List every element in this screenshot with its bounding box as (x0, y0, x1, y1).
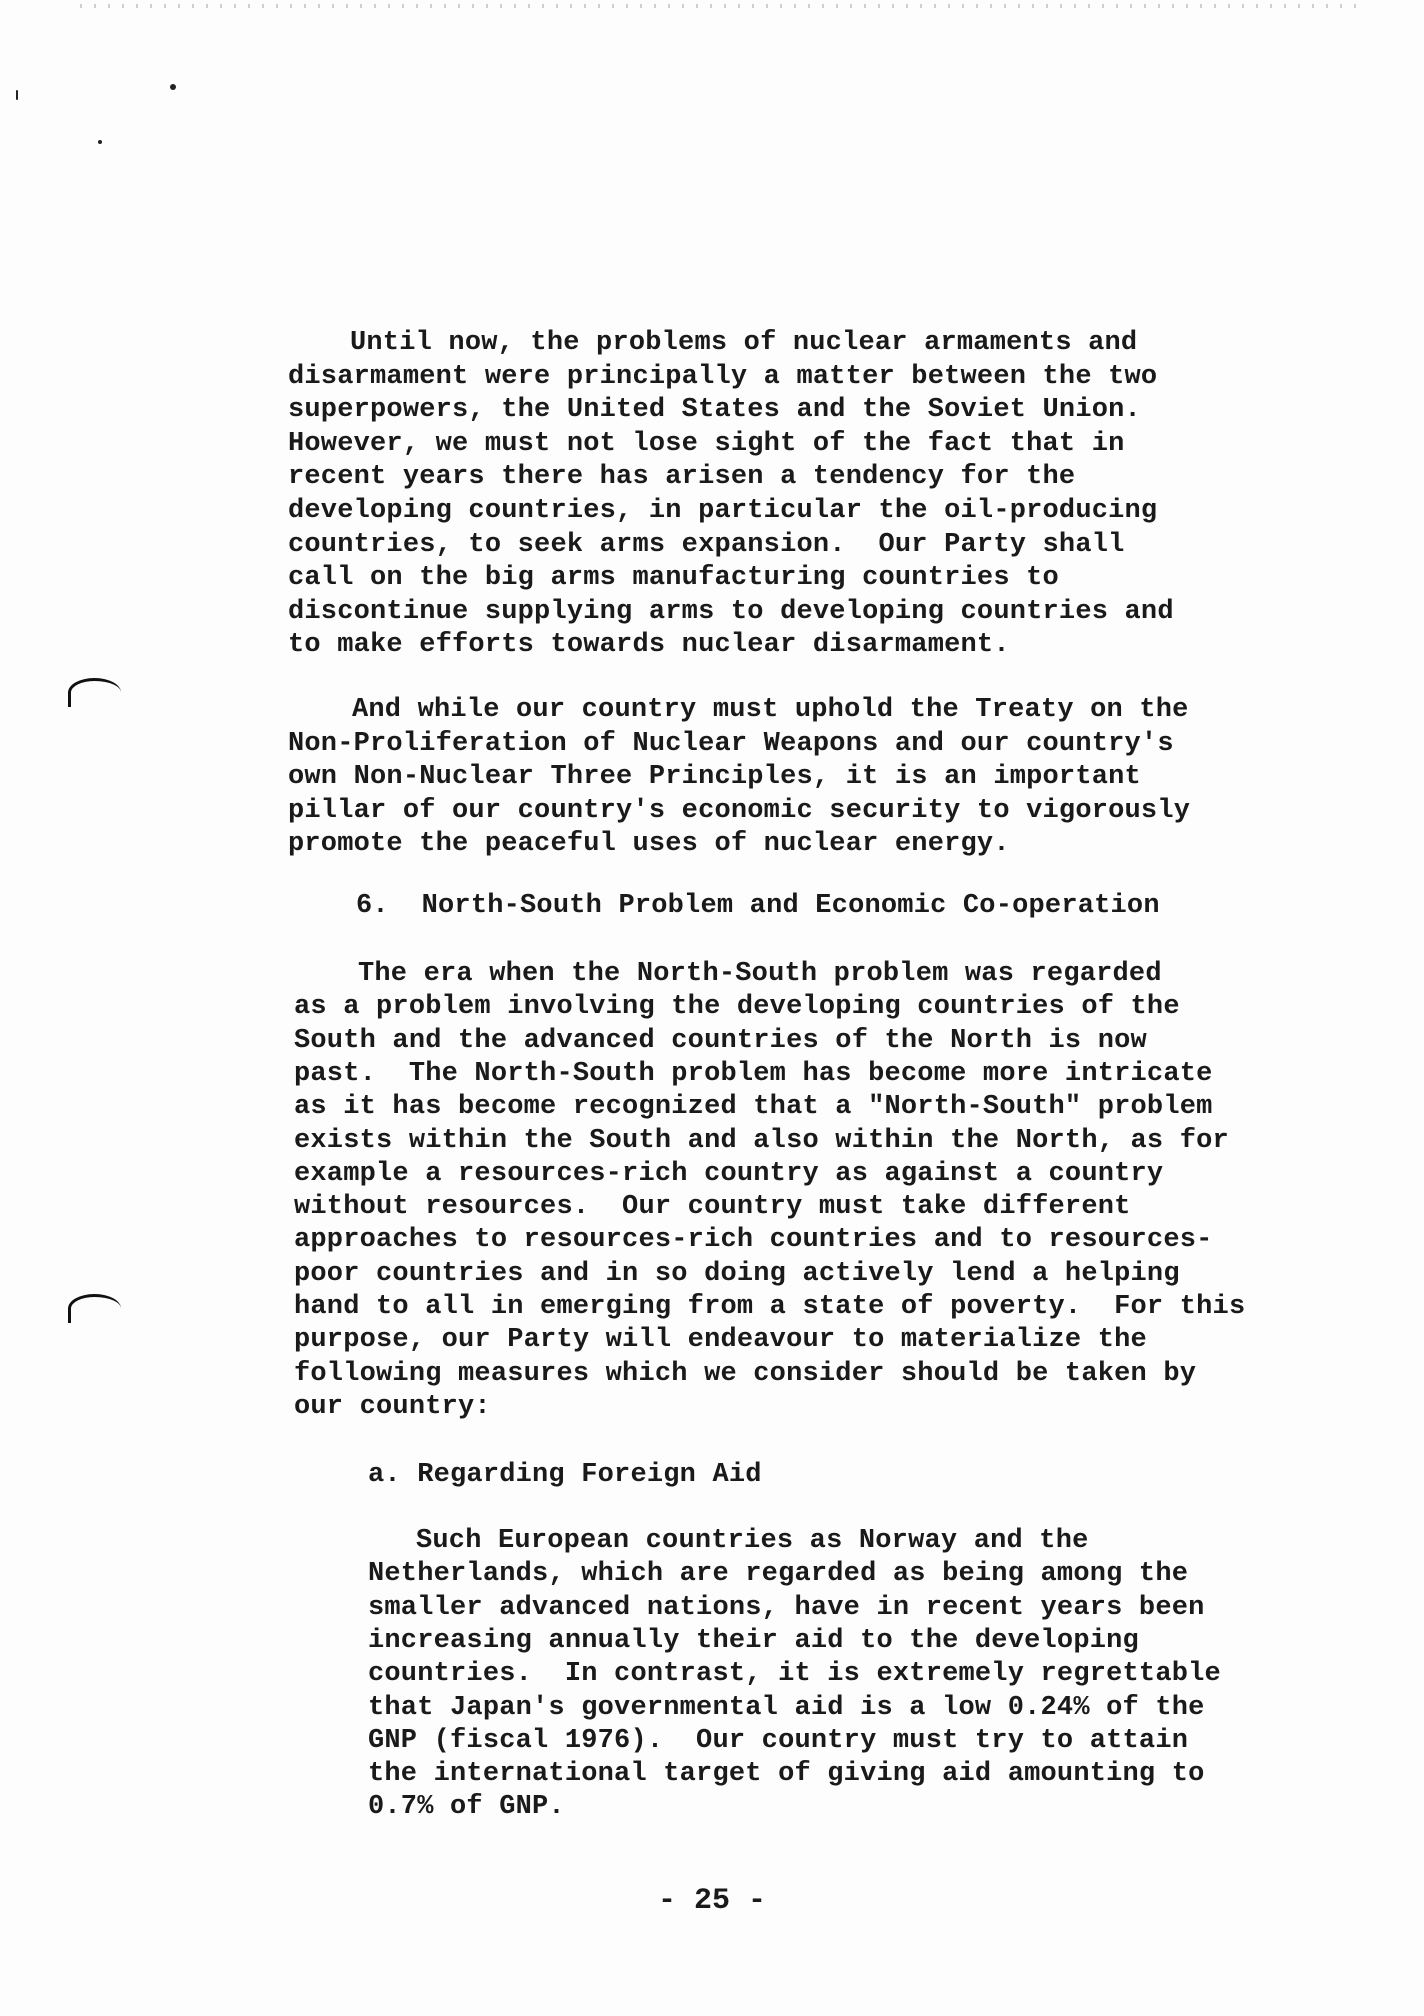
text-line: However, we must not lose sight of the fact that in (288, 428, 1125, 459)
text-line: The era when the North-South problem was regarded (358, 959, 1162, 989)
punch-hole-mark (68, 678, 121, 707)
text-line: superpowers, the United States and the Soviet Union. (288, 395, 1141, 426)
text-line: past. The North-South problem has become more intricate (294, 1058, 1213, 1089)
text-line: Netherlands, which are regarded as being among the (368, 1559, 1189, 1590)
text-line: our country: (294, 1391, 491, 1422)
page-number: - 25 - (657, 1884, 767, 1918)
text-line: the international target of giving aid amounting to (368, 1759, 1205, 1790)
text-line: without resources. Our country must take different (294, 1192, 1131, 1223)
text-line: countries. In contrast, it is extremely regrettable (368, 1659, 1221, 1690)
text-line: increasing annually their aid to the developing (368, 1625, 1139, 1656)
scan-noise (80, 4, 1360, 8)
scan-speck (16, 90, 18, 100)
text-line: Until now, the problems of nuclear armaments and (350, 328, 1138, 358)
text-line: 0.7% of GNP. (368, 1792, 565, 1823)
text-line: hand to all in emerging from a state of poverty. For this (294, 1292, 1246, 1322)
text-line: developing countries, in particular the oil-producing (288, 496, 1158, 526)
text-line: to make efforts towards nuclear disarmament. (288, 630, 1010, 661)
text-line: call on the big arms manufacturing countries to (288, 563, 1059, 594)
text-line: And while our country must uphold the Treaty on the (352, 695, 1189, 725)
text-line: pillar of our country's economic security to vigorously (288, 795, 1191, 826)
text-line: example a resources-rich country as against a country (294, 1158, 1164, 1189)
text-line: poor countries and in so doing actively lend a helping (294, 1258, 1180, 1289)
text-line: Non-Proliferation of Nuclear Weapons and our country's (288, 728, 1174, 759)
punch-hole-mark (68, 1294, 121, 1323)
text-line: purpose, our Party will endeavour to materialize the (294, 1325, 1147, 1356)
text-line: smaller advanced nations, have in recent years been (368, 1592, 1205, 1623)
text-line: exists within the South and also within the North, as for (294, 1125, 1229, 1156)
text-line: that Japan's governmental aid is a low 0.24% of the (368, 1692, 1205, 1723)
text-line: South and the advanced countries of the North is now (294, 1025, 1147, 1056)
scan-speck (170, 84, 176, 90)
text-line: as a problem involving the developing countries of the (294, 992, 1180, 1023)
text-line: following measures which we consider should be taken by (294, 1358, 1197, 1389)
heading-line: a. Regarding Foreign Aid (368, 1460, 762, 1490)
text-line: disarmament were principally a matter between the two (288, 361, 1158, 392)
text-line: recent years there has arisen a tendency for the (288, 462, 1076, 493)
text-line: promote the peaceful uses of nuclear energy. (288, 829, 1010, 859)
scan-speck (98, 140, 102, 144)
text-line: countries, to seek arms expansion. Our Party shall (288, 529, 1125, 560)
text-line: as it has become recognized that a "North-South" problem (294, 1092, 1213, 1123)
heading-line: 6. North-South Problem and Economic Co-operation (356, 891, 1160, 921)
text-line: discontinue supplying arms to developing countries and (288, 596, 1174, 627)
text-line: own Non-Nuclear Three Principles, it is an important (288, 762, 1141, 792)
text-line: Such European countries as Norway and the (416, 1526, 1089, 1556)
text-line: GNP (fiscal 1976). Our country must try to attain (368, 1725, 1189, 1756)
text-line: approaches to resources-rich countries and to resources- (294, 1225, 1213, 1256)
